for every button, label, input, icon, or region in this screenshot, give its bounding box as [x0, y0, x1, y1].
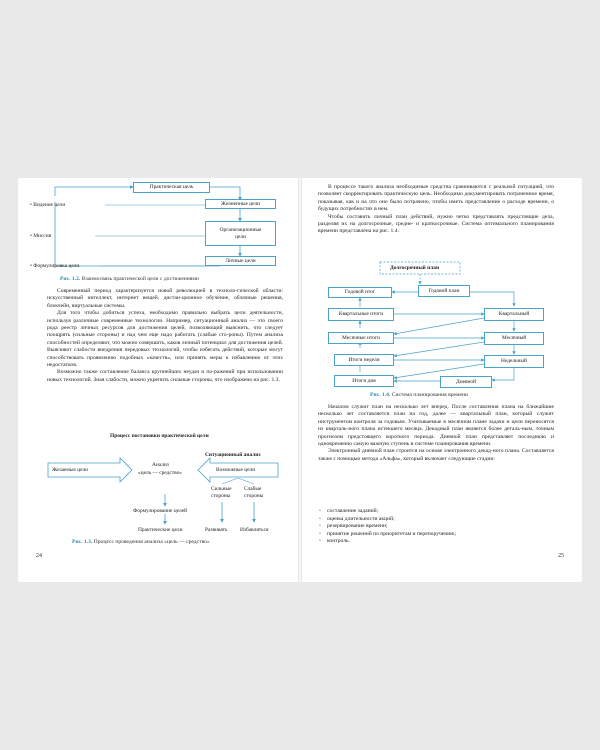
list-item: • принятие решений по приоритетам и перепоручению; — [318, 531, 554, 539]
left-paragraph-2: Для того чтобы добиться успеха, необходимо правильно выбрать цели деятельности, используя различные современные технологии. Например, ситуационный анализ — это своего рода реестр личных ресурсов для достижения целей, позволяющий выяснить, что следует поощрять (сильные стороны) и над чем еще надо работать (слабые сто-роны). Путем анализа способностей определяют, что можно совершить, каков личный потенциал для достижения целей. Выясняют слабости внедрения передовых технологий, чтобы избегать действий, которые могут способствовать проявлению подобных «качеств», или принять меры к избавлению от этих недостатков. — [47, 310, 283, 369]
list-item: • составление заданий; — [318, 508, 554, 516]
figure-1-4-caption-label: Рис. 1.4. — [370, 392, 391, 398]
page-number-right: 25 — [558, 553, 564, 559]
right-paragraph-4: Электронный дневной план строится на основе электронного декад-ного плана. Составляется также с помощью метода «Альфа», который включает следующие стадии: — [318, 448, 554, 462]
possible-goals-label: Возможные цели — [216, 467, 256, 473]
box-life-goals-label: Жизненные цели — [220, 200, 261, 207]
page-number-left: 24 — [36, 553, 42, 559]
strong-sides-line2: стороны — [211, 493, 231, 499]
figure-1-4-caption — [370, 392, 468, 399]
right-paragraph-3: Началом служит план на несколько лет вперед. После составления плана на ближайшие несколько лет составляется план на год, далее — квартальный план, который служит инструментом контроля за годовым. Учитываемые в месячном плане задачи и цели переносятся из кварталь-ного плана истекшего месяца. Декадный план является более деталь-ным, точным прогнозом предстоящего короткого периода. Дневной план представляет последнюю и одновременно самую важную ступень в системе планирования времени. — [318, 404, 554, 448]
left-paragraph-1: Современный период характеризуется новой революцией в техноло-гической области: искусственный интеллект, интернет вещей, дистан-ционное обучение, облачные решения, блокчейн, виртуальные системы. — [47, 288, 283, 309]
practical-goals-label: Практические цели — [138, 527, 183, 533]
box-month-plan-label: Месячный — [501, 335, 527, 342]
box-annual-result-label: Годовой итог — [344, 289, 376, 296]
strong-sides-line1: Сильные — [211, 486, 232, 492]
right-paragraph-1: В процессе такого анализа необходимые средства сравниваются с реальной ситуацией, что позволяет скорректировать практическую цель. Необходимо документировать потраченное время, показывая, как и на что оно было потрачено, чтобы иметь представление о расходе времени, о будущих потребностях в нем. — [318, 184, 554, 213]
figure-1-3-title-process: Процесс постановки практической цели — [110, 433, 209, 439]
box-week-plan-label: Недельный — [501, 358, 527, 365]
list-item: • резервирование времени; — [318, 523, 554, 531]
desired-goals-label: Желаемые цели — [52, 467, 89, 473]
box-month-plan — [484, 332, 544, 345]
box-annual-plan — [418, 285, 470, 297]
develop-label: Развивать — [205, 527, 228, 533]
analysis-label-line1: Анализ — [152, 462, 169, 468]
bullet-vision: • Видение цели — [30, 202, 66, 208]
box-quarter-result-label: Квартальные итоги — [338, 311, 384, 318]
right-paragraph-2: Чтобы составить личный план действий, нужно четко представлять предстоящие дела, разделяя их на долгосрочные, средне- и краткосрочные. Система оптимального планирования времени представлена на рис. 1.4. — [318, 213, 554, 235]
box-quarter-plan — [484, 308, 544, 321]
formulate-goals-label: Формулирование целей — [133, 508, 188, 514]
box-quarter-plan-label: Квартальный — [498, 311, 530, 318]
box-personal-goals-label: Личные цели — [225, 257, 256, 264]
bullet-mission: • Миссия — [30, 233, 52, 239]
box-month-result — [328, 332, 394, 344]
box-annual-result — [328, 287, 392, 298]
box-week-result — [334, 354, 394, 366]
box-org-goals-label: Организационные цели — [219, 227, 262, 240]
right-body-text-bottom — [318, 404, 554, 463]
box-week-plan — [484, 355, 544, 368]
weak-sides-line2: стороны — [244, 493, 264, 499]
box-day-plan-label: Дневной — [456, 378, 476, 385]
figure-1-3-caption-text: Процесс проведения анализа «цель — средство» — [93, 539, 210, 545]
box-annual-plan-label: Годовой план — [428, 287, 460, 294]
avoid-label: Избавляться — [240, 527, 269, 533]
figure-1-2-caption-text: Взаимосвязь практической цели с достижениями — [81, 276, 199, 282]
box-day-result — [334, 375, 394, 387]
left-paragraph-3: Возможно также составление баланса крупнейших неудач и по-ражений при использовании новых технологий. Зная слабости, можно укрепить сильные стороны, что изображено на рис. 1.3. — [47, 369, 283, 383]
longterm-plan-label: Долгосрочный план — [390, 265, 440, 271]
bullet-formulation: • Формулировка цели — [30, 263, 80, 269]
list-item: • контроль. — [318, 538, 554, 546]
figure-1-2-caption-label: Рис. 1.2. — [60, 276, 81, 282]
figure-1-3-title-situation: Ситуационный анализ — [205, 452, 261, 458]
box-quarter-result — [328, 308, 394, 321]
list-item: • оценка длительности акций; — [318, 516, 554, 524]
figure-1-3-caption-label: Рис. 1.3. — [72, 539, 93, 545]
box-day-plan — [440, 376, 492, 388]
stages-list — [318, 508, 554, 546]
weak-sides-line1: Слабые — [244, 486, 262, 492]
box-day-result-label: Итоги дня — [352, 377, 376, 384]
box-month-result-label: Месячные итоги — [341, 334, 381, 341]
figure-1-4-caption-text: Система планирования времени — [391, 392, 469, 398]
box-week-result-label: Итоги недели — [348, 356, 380, 363]
box-practical-goal-label: Практическая цель — [149, 184, 194, 191]
analysis-label-line2: «цель — средство» — [138, 470, 183, 476]
